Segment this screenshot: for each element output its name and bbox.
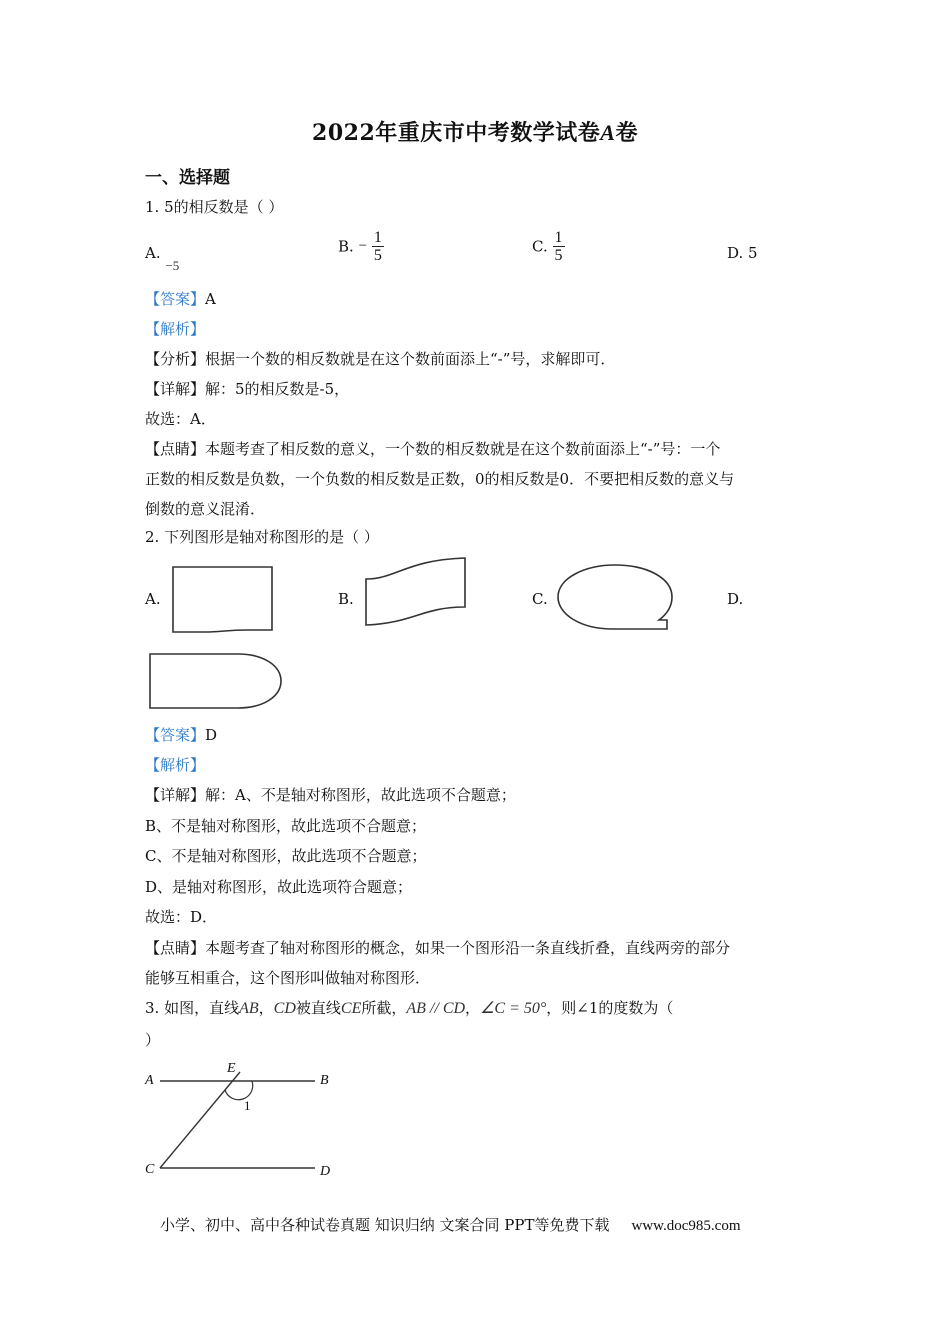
dianjing-tag: 【点睛】 xyxy=(145,939,206,957)
q3-comma-2: ， xyxy=(465,999,481,1017)
q3-suffix: ，则∠1的度数为（ xyxy=(546,999,674,1017)
q1-option-b-denominator: 5 xyxy=(373,247,382,264)
q2-shape-d xyxy=(146,652,286,712)
q1-analysis-tag: 【解析】 xyxy=(145,320,206,338)
q3-label-a: A xyxy=(145,1073,154,1088)
q3-line-ab: AB xyxy=(239,1000,259,1017)
q1-detail xyxy=(145,379,349,399)
q1-stem: 1. 5的相反数是（ ） xyxy=(145,198,284,216)
q1-answer-value: A xyxy=(205,290,216,308)
q2-dianjing-2: 能够互相重合，这个图形叫做轴对称图形． xyxy=(145,969,431,987)
q3-mid-text: 被直线 xyxy=(295,999,341,1017)
q3-prefix: 3. 如图，直线 xyxy=(145,999,240,1017)
q3-line-cd: CD xyxy=(273,1000,296,1017)
q2-option-a-label: A. xyxy=(145,590,161,608)
q3-mid-text-2: 所截， xyxy=(361,999,407,1017)
q3-label-e: E xyxy=(227,1061,236,1076)
page-footer xyxy=(160,1214,741,1235)
q2-detail-text-1: 解：A、不是轴对称图形，故此选项不合题意； xyxy=(205,786,516,804)
section-heading: 一、选择题 xyxy=(145,168,230,188)
q1-dianjing-text-1: 本题考查了相反数的意义，一个数的相反数就是在这个数前面添上“-”号：一个 xyxy=(205,440,721,458)
detail-tag: 【详解】 xyxy=(145,786,206,804)
footer-text: 小学、初中、高中各种试卷真题 知识归纳 文案合同 PPT等免费下载 xyxy=(160,1216,610,1234)
q1-option-c-fraction xyxy=(553,229,565,264)
q1-dianjing-1 xyxy=(145,439,720,459)
q2-choose: 故选：D． xyxy=(145,908,218,926)
q1-fenxi xyxy=(145,349,615,369)
q2-detail-1 xyxy=(145,785,516,805)
q2-shape-c xyxy=(555,562,680,634)
q3-figure xyxy=(140,1060,340,1185)
q1-option-d: D. 5 xyxy=(727,244,758,262)
q3-label-b: B xyxy=(320,1073,329,1088)
q2-stem: 2. 下列图形是轴对称图形的是（ ） xyxy=(145,528,379,546)
q1-option-c-label: C. xyxy=(532,237,548,256)
q3-label-angle-1: 1 xyxy=(244,1098,251,1113)
q3-comma: ， xyxy=(258,999,274,1017)
q1-option-a-label: A. xyxy=(145,244,161,262)
q1-option-a xyxy=(145,244,180,273)
title-italic: A xyxy=(600,120,616,145)
page-title xyxy=(0,116,950,147)
q2-shape-b xyxy=(362,555,472,630)
title-suffix: 卷 xyxy=(615,120,638,146)
q1-answer xyxy=(145,289,216,309)
answer-tag: 【答案】 xyxy=(145,726,206,744)
q3-parallel: AB // CD xyxy=(406,1000,466,1017)
footer-url[interactable]: www.doc985.com xyxy=(631,1218,741,1234)
q1-fenxi-text: 根据一个数的相反数就是在这个数前面添上“-”号，求解即可． xyxy=(205,350,616,368)
q1-option-b xyxy=(338,229,384,264)
q2-answer xyxy=(145,725,217,745)
q2-option-c-label: C. xyxy=(532,590,548,608)
q3-label-d: D xyxy=(320,1164,331,1179)
q2-answer-value: D xyxy=(205,726,218,744)
q1-option-b-fraction xyxy=(372,229,384,264)
q3-angle-c: ∠C = 50° xyxy=(480,1000,547,1017)
detail-tag: 【详解】 xyxy=(145,380,206,398)
q2-option-d-label: D. xyxy=(727,590,744,608)
q2-analysis-tag: 【解析】 xyxy=(145,756,206,774)
q1-option-a-value: −5 xyxy=(165,258,180,273)
q1-detail-text: 解：5的相反数是-5， xyxy=(205,380,350,398)
q1-dianjing-3: 倒数的意义混淆． xyxy=(145,500,266,518)
q1-option-c-denominator: 5 xyxy=(554,247,563,264)
q1-choose: 故选：A． xyxy=(145,410,216,428)
q2-detail-4: D、是轴对称图形，故此选项符合题意； xyxy=(145,878,413,896)
q2-dianjing-1 xyxy=(145,938,730,958)
q2-dianjing-text-1: 本题考查了轴对称图形的概念，如果一个图形沿一条直线折叠，直线两旁的部分 xyxy=(205,939,731,957)
q2-detail-2: B、不是轴对称图形，故此选项不合题意； xyxy=(145,817,427,835)
q1-option-c-numerator: 1 xyxy=(554,229,563,246)
q3-close-paren: ） xyxy=(145,1031,161,1049)
q1-dianjing-2: 正数的相反数是负数，一个负数的相反数是正数，0的相反数是0．不要把相反数的意义与 xyxy=(145,470,735,488)
dianjing-tag: 【点睛】 xyxy=(145,440,206,458)
q3-label-c: C xyxy=(145,1162,155,1177)
q2-shape-a xyxy=(170,562,280,636)
answer-tag: 【答案】 xyxy=(145,290,206,308)
q1-option-c xyxy=(532,229,565,264)
title-text: 2022年重庆市中考数学试卷 xyxy=(312,120,601,146)
q2-option-b-label: B. xyxy=(338,590,354,608)
q1-option-b-numerator: 1 xyxy=(373,229,382,246)
q3-stem xyxy=(145,998,673,1019)
q1-option-b-sign: − xyxy=(358,238,368,254)
q2-detail-3: C、不是轴对称图形，故此选项不合题意； xyxy=(145,847,427,865)
q1-option-b-label: B. xyxy=(338,237,354,256)
q3-line-ce: CE xyxy=(340,1000,362,1017)
fenxi-tag: 【分析】 xyxy=(145,350,206,368)
